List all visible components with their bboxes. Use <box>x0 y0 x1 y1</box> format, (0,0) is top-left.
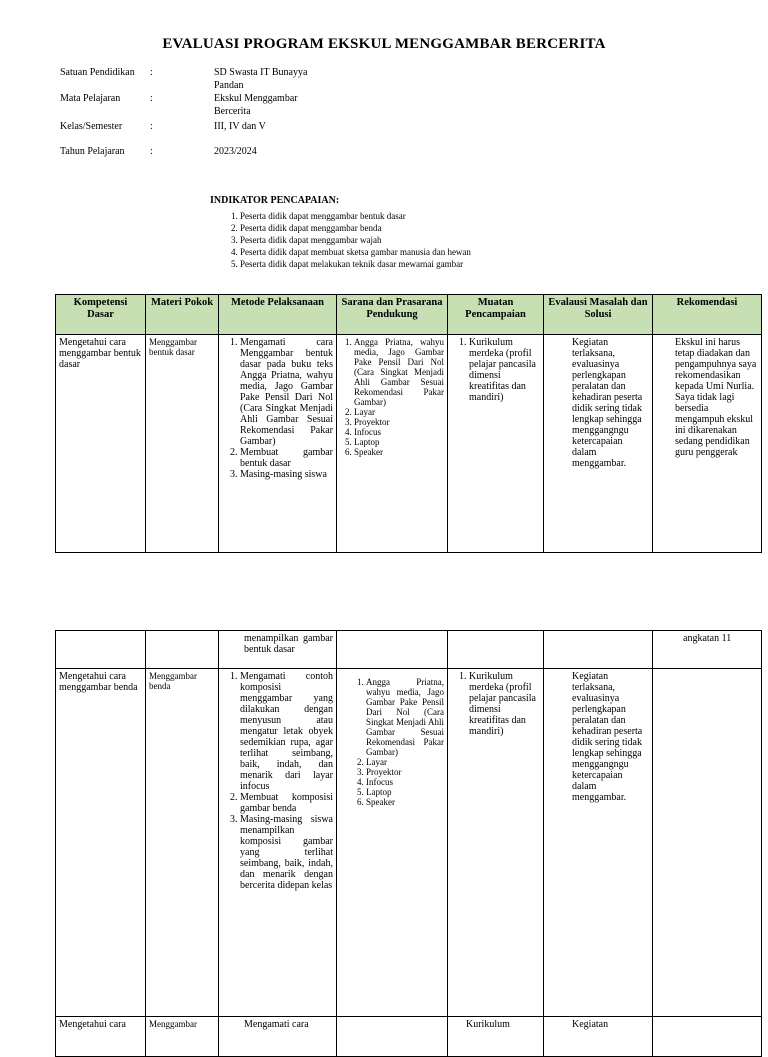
meta-value: Ekskul Menggambar Bercerita <box>214 93 298 117</box>
header-muatan: Muatan Pencampaian <box>448 295 544 335</box>
indikator-item: 5. Peserta didik dapat melakukan teknik dasar mewarnai gambar <box>240 258 471 270</box>
indikator-item: 1. Peserta didik dapat menggambar bentuk dasar <box>240 210 471 222</box>
meta-value: 2023/2024 <box>214 146 257 157</box>
indikator-item: 4. Peserta didik dapat membuat sketsa gambar manusia dan hewan <box>240 246 471 258</box>
sarana-list <box>340 337 444 457</box>
cell-sarana <box>337 1017 448 1057</box>
muatan-list <box>451 337 540 403</box>
cell-metode <box>219 335 337 553</box>
table-row-cut <box>56 1017 762 1057</box>
metode-item: 1. Mengamati contoh komposisi menggambar yang dilakukan dengan menyusun atau mengatur letak obyek sedemikian rupa, agar terlihat seimbang, baik, indah, dan menarik dari layar infocus <box>240 671 333 792</box>
cell-kompetensi: Mengetahui cara menggambar benda <box>56 669 146 1017</box>
meta-colon: : <box>150 93 153 104</box>
sarana-item: 6. Speaker <box>366 797 444 807</box>
header-materi: Materi Pokok <box>146 295 219 335</box>
indikator-section <box>210 195 471 270</box>
meta-colon: : <box>150 146 153 157</box>
muatan-item: 1. Kurikulum merdeka (profil pelajar pancasila dimensi kreatifitas dan mandiri) <box>469 671 540 737</box>
indikator-heading: INDIKATOR PENCAPAIAN: <box>210 195 340 206</box>
metode-item: 1. Mengamati cara Menggambar bentuk dasar pada buku teks Angga Priatna, wahyu media, Jago Gambar Pake Pensil Dari Nol (Cara Singkat Menjadi Ahli Gambar Sesuai Rekomendasi Pakar Gambar) <box>240 337 333 447</box>
sarana-item: 3. Proyektor <box>354 417 444 427</box>
meta-value: III, IV dan V <box>214 121 266 132</box>
sarana-item: 1. Angga Priatna, wahyu media, Jago Gambar Pake Pensil Dari Nol (Cara Singkat Menjadi Ahli Gambar Sesuai Rekomendasi Pakar Gambar) <box>366 677 444 757</box>
table-row <box>56 335 762 553</box>
cell-evaluasi <box>544 631 653 669</box>
metode-item: 2. Membuat gambar bentuk dasar <box>240 447 333 469</box>
meta-label: Kelas/Semester <box>60 121 123 132</box>
cell-metode: menampilkan gambar bentuk dasar <box>219 631 337 669</box>
cell-metode <box>219 669 337 1017</box>
sarana-item: 3. Proyektor <box>366 767 444 777</box>
cell-evaluasi: Kegiatan terlaksana, evaluasinya perlengkapan peralatan dan kehadiran peserta didik sering tidak lengkap sehingga menggangngu ketercapaian dalam menggambar. <box>544 335 653 553</box>
sarana-item: 2. Layar <box>354 407 444 417</box>
indikator-list <box>210 210 471 270</box>
sarana-item: 4. Infocus <box>366 777 444 787</box>
cell-sarana <box>337 335 448 553</box>
sarana-item: 5. Laptop <box>366 787 444 797</box>
cell-sarana <box>337 631 448 669</box>
table-row <box>56 669 762 1017</box>
header-evaluasi: Evalausi Masalah dan Solusi <box>544 295 653 335</box>
header-kompetensi: Kompetensi Dasar <box>56 295 146 335</box>
metode-list <box>222 671 333 891</box>
meta-colon: : <box>150 121 153 132</box>
header-sarana: Sarana dan Prasarana Pendukung <box>337 295 448 335</box>
muatan-item: 1. Kurikulum merdeka (profil pelajar pancasila dimensi kreatifitas dan mandiri) <box>469 337 540 403</box>
cell-rekomendasi: angkatan 11 <box>653 631 762 669</box>
muatan-list <box>451 671 540 737</box>
cell-materi: Menggambar <box>146 1017 219 1057</box>
metode-item: 3. Masing-masing siswa menampilkan komposisi gambar yang terlihat seimbang, baik, indah, dan menarik dengan bercerita didepan kelas <box>240 814 333 891</box>
cell-muatan <box>448 631 544 669</box>
meta-label: Mata Pelajaran <box>60 93 121 104</box>
cell-rekomendasi <box>653 1017 762 1057</box>
header-metode: Metode Pelaksanaan <box>219 295 337 335</box>
sarana-list <box>340 677 444 807</box>
sarana-item: 2. Layar <box>366 757 444 767</box>
cell-kompetensi <box>56 631 146 669</box>
cell-muatan <box>448 669 544 1017</box>
document-title: EVALUASI PROGRAM EKSKUL MENGGAMBAR BERCERITA <box>162 36 606 52</box>
cell-muatan: Kurikulum <box>448 1017 544 1057</box>
cell-materi: Menggambar bentuk dasar <box>146 335 219 553</box>
cell-materi <box>146 631 219 669</box>
table-row-continued <box>56 631 762 669</box>
cell-materi: Menggambar benda <box>146 669 219 1017</box>
meta-label: Tahun Pelajaran <box>60 146 125 157</box>
metode-item: 2. Membuat komposisi gambar benda <box>240 792 333 814</box>
metode-list <box>222 337 333 480</box>
cell-sarana <box>337 669 448 1017</box>
sarana-item: 6. Speaker <box>354 447 444 457</box>
cell-evaluasi: Kegiatan terlaksana, evaluasinya perlengkapan peralatan dan kehadiran peserta didik sering tidak lengkap sehingga menggangngu ketercapaian dalam menggambar. <box>544 669 653 1017</box>
header-rekomendasi: Rekomendasi <box>653 295 762 335</box>
meta-colon: : <box>150 67 153 78</box>
table-header-row <box>56 295 762 335</box>
cell-evaluasi: Kegiatan <box>544 1017 653 1057</box>
sarana-item: 4. Infocus <box>354 427 444 437</box>
meta-value: SD Swasta IT Bunayya Pandan <box>214 67 308 91</box>
cell-rekomendasi: Ekskul ini harus tetap diadakan dan pengampuhnya saya rekomendasikan kepada Umi Nurlia. Saya tidak lagi bersedia mengampuh ekskul ini dikarenakan sedang pendidikan guru penggerak <box>653 335 762 553</box>
metode-item: 3. Masing-masing siswa <box>240 469 333 480</box>
indikator-item: 3. Peserta didik dapat menggambar wajah <box>240 234 471 246</box>
cell-muatan <box>448 335 544 553</box>
evaluation-table-page1 <box>55 294 762 553</box>
cell-metode: Mengamati cara <box>219 1017 337 1057</box>
indikator-item: 2. Peserta didik dapat menggambar benda <box>240 222 471 234</box>
evaluation-table-page2 <box>55 630 762 1057</box>
cell-kompetensi: Mengetahui cara <box>56 1017 146 1057</box>
cell-kompetensi: Mengetahui cara menggambar bentuk dasar <box>56 335 146 553</box>
sarana-item: 1. Angga Priatna, wahyu media, Jago Gambar Pake Pensil Dari Nol (Cara Singkat Menjadi Ahli Gambar Sesuai Rekomendasi Pakar Gambar) <box>354 337 444 407</box>
cell-rekomendasi <box>653 669 762 1017</box>
meta-label: Satuan Pendidikan <box>60 67 135 78</box>
sarana-item: 5. Laptop <box>354 437 444 447</box>
